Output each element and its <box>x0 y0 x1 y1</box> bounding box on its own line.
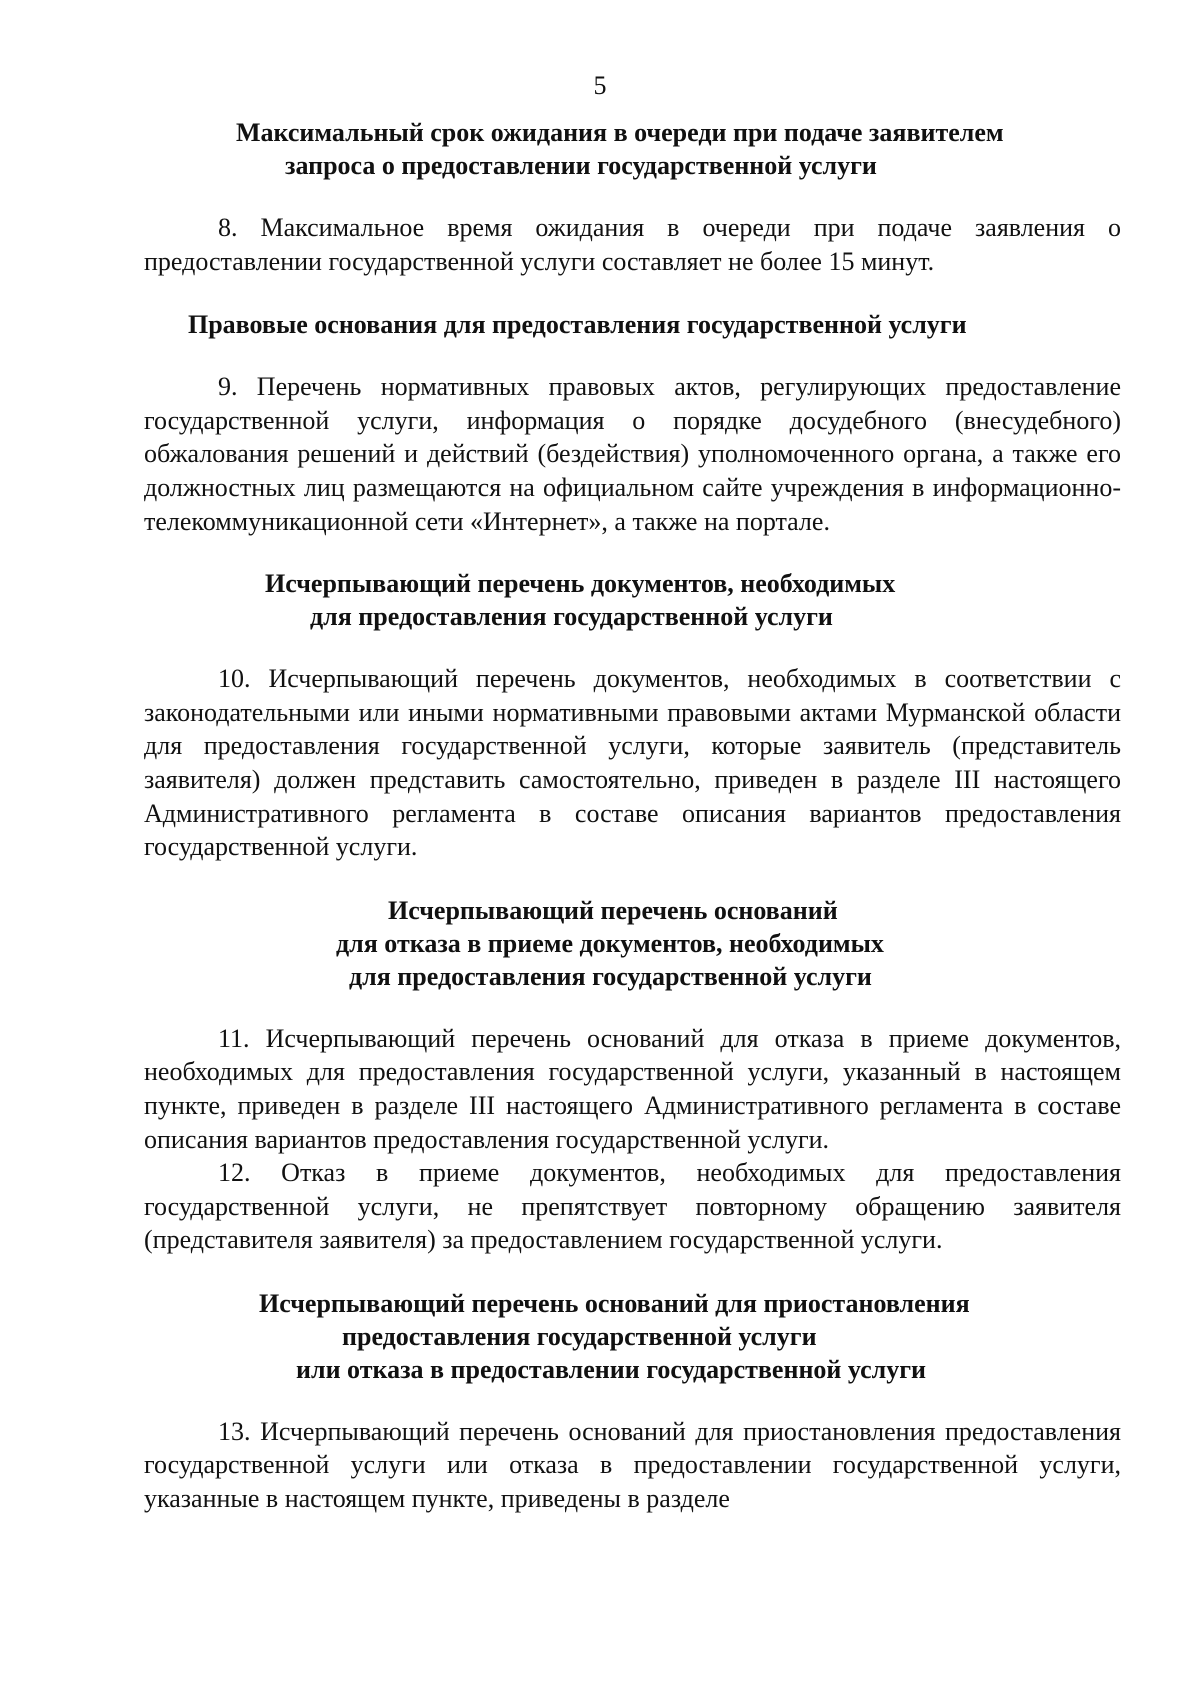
paragraph: 9. Перечень нормативных правовых актов, регулирующих предоставление государственной услуги, информация о порядке досудебного (внесудебного) обжалования решений и действий (бездействия) уполномоченного органа, а также его должностных лиц размещаются на официальном сайте учреждения в информационно-телекоммуникационной сети «Интернет», а также на портале. <box>144 372 1121 536</box>
heading-line: предоставления государственной услуги <box>342 1321 817 1351</box>
document-body <box>144 116 1121 1516</box>
heading-line: для предоставления государственной услуги <box>310 602 833 632</box>
paragraph: 10. Исчерпывающий перечень документов, необходимых в соответствии с законодательными или иными нормативными правовыми актами Мурманской области для предоставления государственной услуги, которые заявитель (представитель заявителя) должен представить самостоятельно, приведен в разделе III настоящего Административного регламента в составе описания вариантов предоставления государственной услуги. <box>144 664 1121 862</box>
heading-line: Правовые основания для предоставления государственной услуги <box>188 310 967 340</box>
heading-line: Исчерпывающий перечень оснований <box>388 895 838 925</box>
paragraph: 13. Исчерпывающий перечень оснований для приостановления предоставления государственной услуги или отказа в предоставлении государственной услуги, указанные в настоящем пункте, приведены в разделе <box>144 1416 1121 1514</box>
page-number: 5 <box>593 71 607 100</box>
section-heading <box>144 308 1121 341</box>
paragraph: 11. Исчерпывающий перечень оснований для отказа в приеме документов, необходимых для предоставления государственной услуги, указанный в настоящем пункте, приведен в разделе III настоящего Административного регламента в составе описания вариантов предоставления государственной услуги. <box>144 1023 1121 1154</box>
section-heading <box>144 1287 1121 1386</box>
heading-line: Исчерпывающий перечень документов, необходимых <box>265 569 896 599</box>
section-heading <box>144 116 1121 182</box>
heading-line: или отказа в предоставлении государственной услуги <box>296 1354 927 1384</box>
heading-line: для предоставления государственной услуги <box>349 961 872 991</box>
heading-line: Максимальный срок ожидания в очереди при подаче заявителем <box>236 118 1004 147</box>
section-heading <box>144 894 1121 993</box>
paragraph: 12. Отказ в приеме документов, необходимых для предоставления государственной услуги, не препятствует повторному обращению заявителя (представителя заявителя) за предоставлением государственной услуги. <box>144 1158 1121 1255</box>
section-heading <box>144 567 1121 633</box>
heading-line: Исчерпывающий перечень оснований для приостановления <box>259 1288 970 1318</box>
heading-line: для отказа в приеме документов, необходимых <box>336 928 884 958</box>
paragraph: 8. Максимальное время ожидания в очереди при подаче заявления о предоставлении государственной услуги составляет не более 15 минут. <box>144 213 1121 276</box>
heading-line: запроса о предоставлении государственной услуги <box>285 151 877 180</box>
